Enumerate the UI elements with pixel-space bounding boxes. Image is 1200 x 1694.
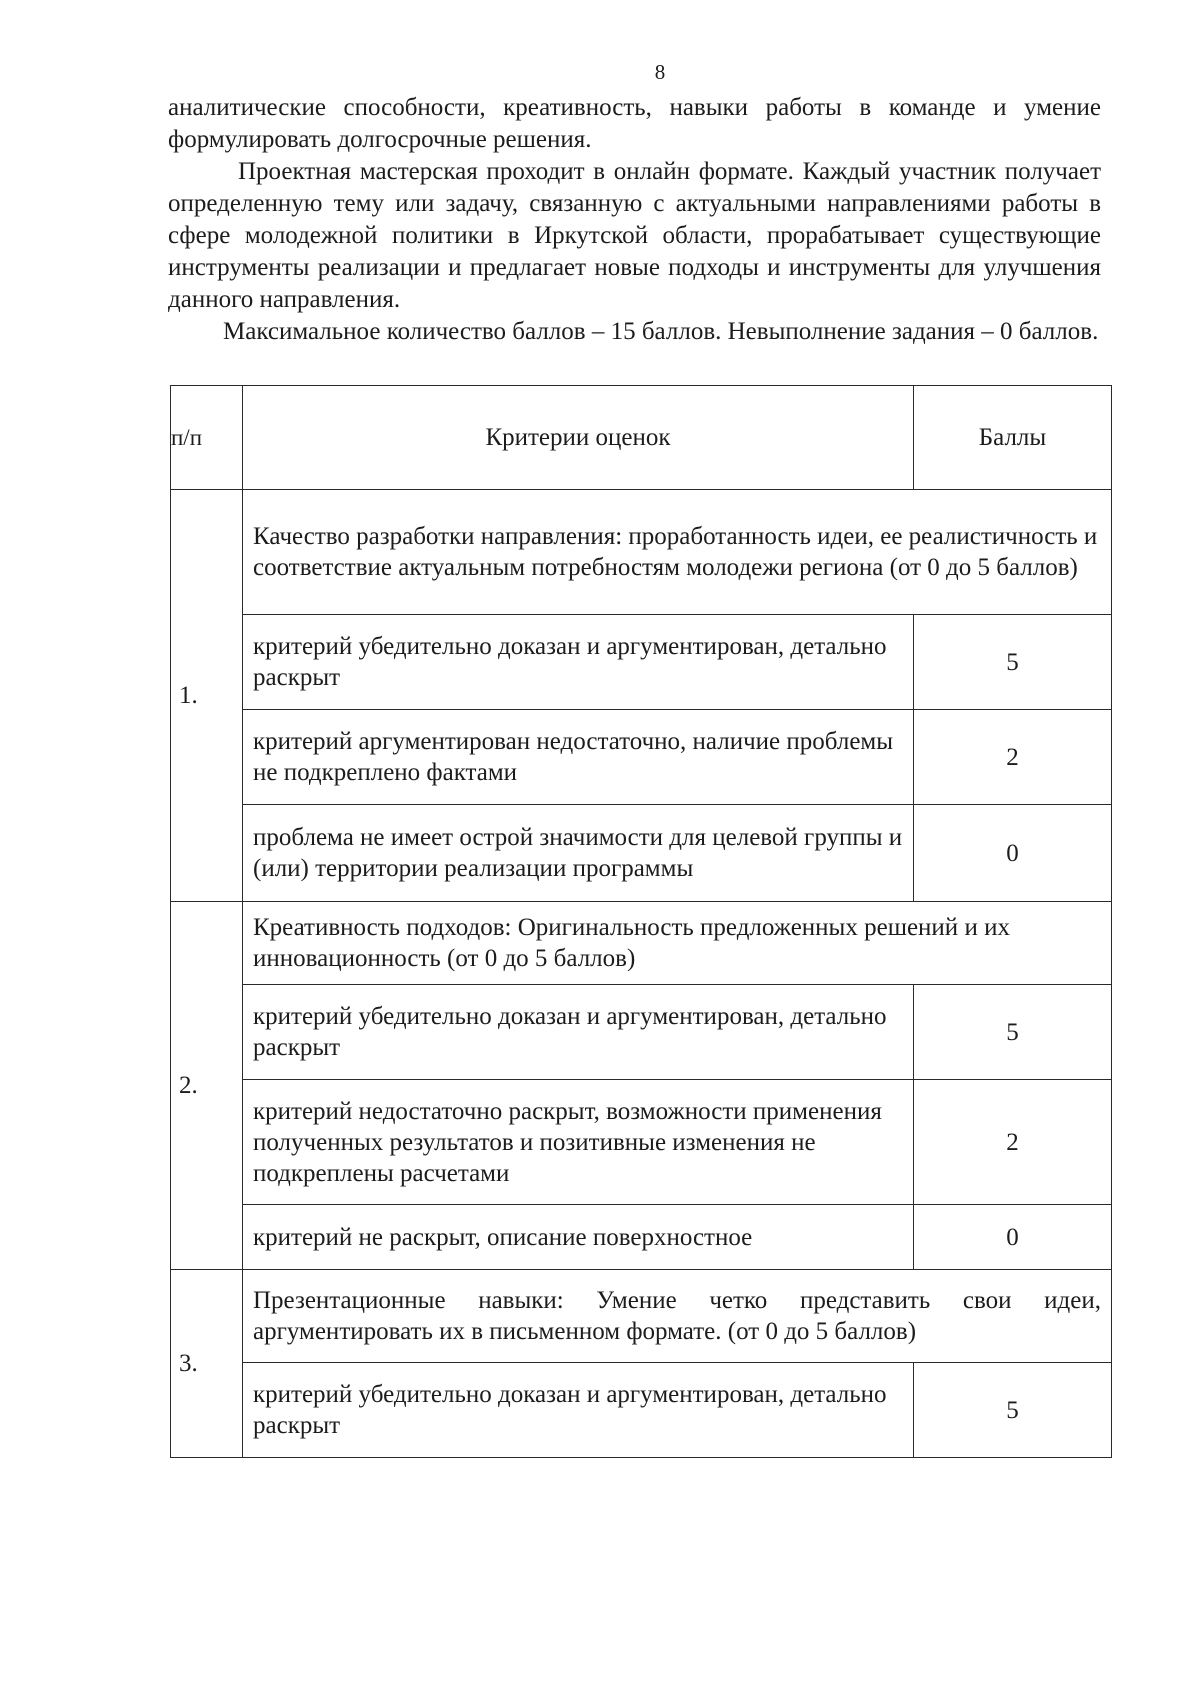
header-score: Баллы [914,386,1112,490]
header-criteria: Критерии оценок [243,386,914,490]
group-number: 1. [171,490,243,902]
criterion-option: критерий убедительно доказан и аргументирован, детально раскрыт [243,1363,914,1458]
table-header-row [171,386,1112,490]
criterion-score: 0 [914,805,1112,902]
table-row [171,805,1112,902]
table-row [171,710,1112,805]
intro-paragraph-1: аналитические способности, креативность, навыки работы в команде и умение формулировать долгосрочные решения. [168,94,1101,153]
group-number: 3. [171,1270,243,1458]
criterion-score: 2 [914,710,1112,805]
criterion-score: 5 [914,615,1112,710]
criterion-score: 2 [914,1080,1112,1205]
table-row [171,902,1112,985]
criterion-option: критерий аргументирован недостаточно, наличие проблемы не подкреплено фактами [243,710,914,805]
table-row [171,1270,1112,1363]
table-row [171,615,1112,710]
criteria-table [170,385,1112,1458]
table-row [171,1205,1112,1270]
criterion-option: проблема не имеет острой значимости для целевой группы и (или) территории реализации программы [243,805,914,902]
table-row [171,1363,1112,1458]
intro-paragraph-3: Максимальное количество баллов – 15 баллов. Невыполнение задания – 0 баллов. [223,318,1099,345]
group-number: 2. [171,902,243,1270]
intro-text [168,92,1101,348]
criterion-option: критерий убедительно доказан и аргументирован, детально раскрыт [243,615,914,710]
intro-paragraph-2: Проектная мастерская проходит в онлайн формате. Каждый участник получает определенную тему или задачу, связанную с актуальными направлениями работы в сфере молодежной политики в Иркутской области, прорабатывает существующие инструменты реализации и предлагает новые подходы и инструменты для улучшения данного направления. [168,158,1101,313]
criterion-score: 5 [914,1363,1112,1458]
table-row [171,1080,1112,1205]
criterion-score: 0 [914,1205,1112,1270]
table-row [171,985,1112,1080]
criterion-score: 5 [914,985,1112,1080]
table-row [171,490,1112,615]
criterion-option: критерий не раскрыт, описание поверхностное [243,1205,914,1270]
criterion-option: критерий убедительно доказан и аргументирован, детально раскрыт [243,985,914,1080]
criterion-title: Качество разработки направления: проработанность идеи, ее реалистичность и соответствие актуальным потребностям молодежи региона (от 0 до 5 баллов) [243,490,1112,615]
criterion-title: Презентационные навыки: Умение четко представить свои идеи, аргументировать их в письменном формате. (от 0 до 5 баллов) [243,1270,1112,1363]
page-number: 8 [654,60,666,84]
criterion-title: Креативность подходов: Оригинальность предложенных решений и их инновационность (от 0 до 5 баллов) [243,902,1112,985]
criterion-option: критерий недостаточно раскрыт, возможности применения полученных результатов и позитивные изменения не подкреплены расчетами [243,1080,914,1205]
header-num: п/п [171,386,243,490]
